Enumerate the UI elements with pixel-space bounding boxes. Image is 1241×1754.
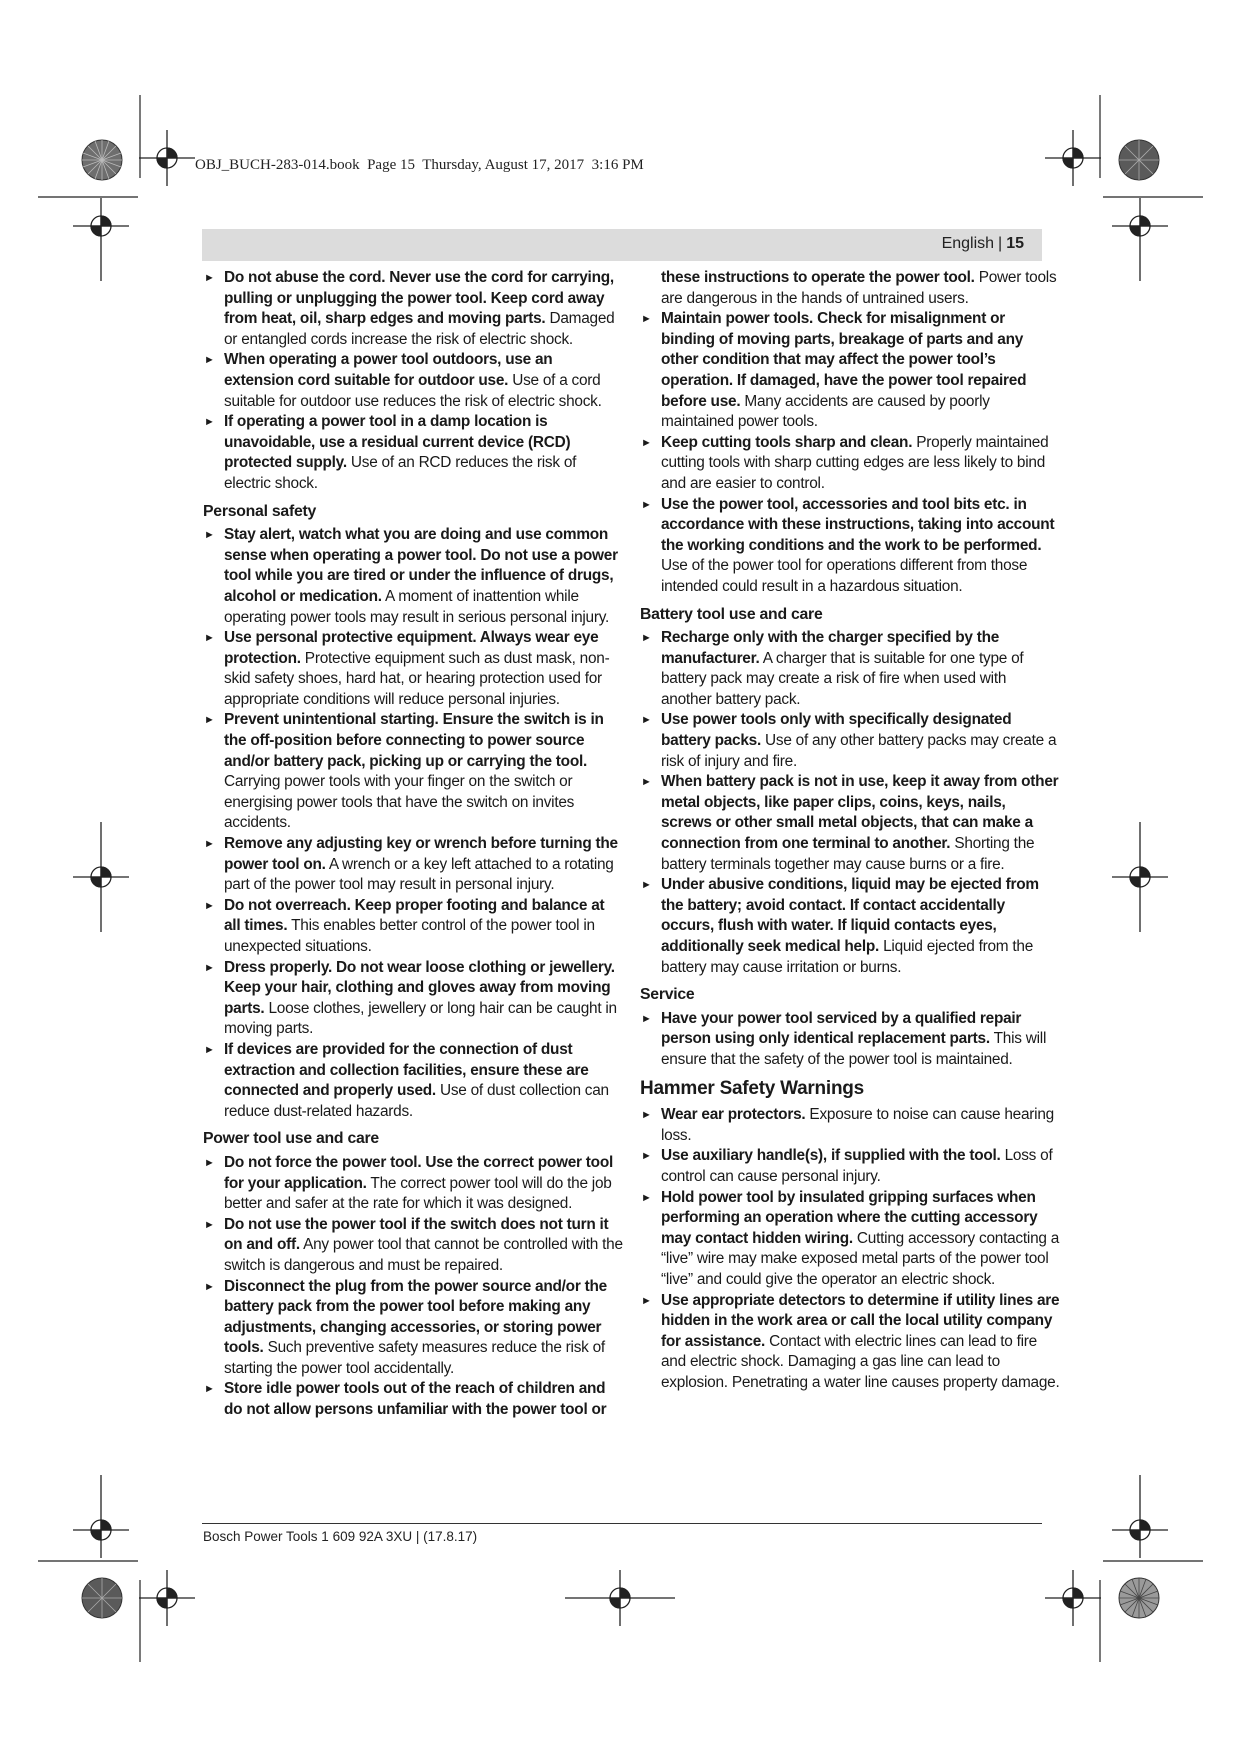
safety-item bbox=[203, 1153, 623, 1215]
bullet-icon: ► bbox=[641, 436, 652, 449]
footer-rule bbox=[202, 1523, 1042, 1524]
item-explanation: This enables better control of the power tool in unexpected situations. bbox=[224, 917, 595, 955]
item-warning: When battery pack is not in use, keep it away from other metal objects, like paper clips, coins, keys, nails, screws or other small metal objects, that can make a connection from one terminal to another. bbox=[661, 773, 1059, 853]
safety-item bbox=[203, 1379, 623, 1420]
item-warning: Use personal protective equipment. Always wear eye protection. bbox=[224, 629, 599, 667]
section-heading: Personal safety bbox=[203, 502, 317, 520]
item-warning: Wear ear protectors. bbox=[661, 1106, 806, 1124]
item-explanation: Carrying power tools with your finger on the switch or energising power tools that have the switch on invites accidents. bbox=[224, 773, 575, 832]
item-warning: these instructions to operate the power tool. bbox=[661, 269, 975, 286]
section-heading: Power tool use and care bbox=[203, 1130, 379, 1148]
page-number: 15 bbox=[1006, 235, 1024, 252]
bullet-icon: ► bbox=[204, 1280, 215, 1293]
safety-item bbox=[640, 1146, 1060, 1187]
left-column bbox=[203, 268, 623, 1421]
bullet-icon: ► bbox=[641, 498, 652, 511]
item-warning: Stay alert, watch what you are doing and use common sense when operating a power tool. Do not use a power tool while you are tired or under the influence of drugs, alcohol or medication. bbox=[224, 526, 618, 605]
item-explanation: Use of an RCD reduces the risk of electric shock. bbox=[224, 454, 577, 492]
safety-item bbox=[640, 495, 1060, 598]
item-warning: Under abusive conditions, liquid may be ejected from the battery; avoid contact. If contact accidentally occurs, flush with water. If liquid contacts eyes, additionally seek medical help. bbox=[661, 876, 1039, 955]
bullet-icon: ► bbox=[204, 1383, 215, 1396]
bullet-icon: ► bbox=[641, 1294, 652, 1307]
safety-item bbox=[203, 412, 623, 494]
bullet-icon: ► bbox=[641, 1150, 652, 1163]
safety-item bbox=[203, 628, 623, 710]
item-warning: Disconnect the plug from the power source and/or the battery pack from the power tool before making any adjustments, changing accessories, or storing power tools. bbox=[224, 1277, 607, 1357]
safety-item bbox=[203, 1277, 623, 1380]
item-explanation: Protective equipment such as dust mask, non-skid safety shoes, hard hat, or hearing protection used for appropriate conditions will reduce personal injuries. bbox=[224, 649, 610, 708]
section-heading: Battery tool use and care bbox=[640, 605, 823, 623]
bullet-icon: ► bbox=[641, 879, 652, 892]
item-explanation: A wrench or a key left attached to a rotating part of the power tool may result in personal injury. bbox=[224, 855, 614, 894]
item-warning: Do not abuse the cord. Never use the cord for carrying, pulling or unplugging the power tool. Keep cord away from heat, oil, sharp edges and moving parts. bbox=[224, 269, 614, 328]
section-heading: Hammer Safety Warnings bbox=[640, 1077, 864, 1099]
item-warning: Use auxiliary handle(s), if supplied with the tool. bbox=[661, 1147, 1001, 1165]
continued-item bbox=[640, 268, 1060, 309]
item-explanation: Many accidents are caused by poorly maintained power tools. bbox=[661, 392, 990, 431]
safety-item bbox=[203, 1040, 623, 1122]
item-warning: Use appropriate detectors to determine if utility lines are hidden in the work area or call the local utility company for assistance. bbox=[661, 1291, 1060, 1350]
bullet-icon: ► bbox=[641, 313, 652, 326]
item-explanation: Properly maintained cutting tools with sharp cutting edges are less likely to bind and are easier to control. bbox=[661, 433, 1049, 492]
bullet-icon: ► bbox=[204, 1156, 215, 1169]
safety-item bbox=[640, 772, 1060, 875]
header-language: English bbox=[941, 235, 995, 252]
footer-text: Bosch Power Tools 1 609 92A 3XU | (17.8.17) bbox=[203, 1529, 478, 1544]
item-warning: Remove any adjusting key or wrench before turning the power tool on. bbox=[224, 835, 618, 873]
bullet-icon: ► bbox=[204, 899, 215, 912]
bullet-icon: ► bbox=[204, 416, 215, 429]
item-warning: If devices are provided for the connection of dust extraction and collection facilities, ensure these are connected and properly used. bbox=[224, 1040, 589, 1100]
bullet-icon: ► bbox=[204, 714, 215, 727]
item-explanation: Cutting accessory contacting a “live” wire may make exposed metal parts of the power tool “live” and could give the operator an electric shock. bbox=[661, 1229, 1060, 1288]
safety-item bbox=[203, 268, 623, 350]
safety-item bbox=[203, 350, 623, 412]
bullet-icon: ► bbox=[641, 1012, 652, 1025]
item-warning: Use power tools only with specifically designated battery packs. bbox=[661, 711, 1012, 750]
item-explanation: A charger that is suitable for one type of battery pack may create a risk of fire when used with another battery pack. bbox=[661, 649, 1024, 708]
item-warning: Maintain power tools. Check for misalignment or binding of moving parts, breakage of parts and any other condition that may affect the power tool’s operation. If damaged, have the power tool repaired before use. bbox=[661, 310, 1027, 410]
safety-item bbox=[203, 525, 623, 628]
item-explanation: Liquid ejected from the battery may cause irritation or burns. bbox=[661, 938, 1034, 976]
safety-item bbox=[640, 628, 1060, 710]
safety-item bbox=[203, 1215, 623, 1277]
safety-item bbox=[640, 433, 1060, 495]
item-explanation: This will ensure that the safety of the power tool is maintained. bbox=[661, 1030, 1047, 1068]
bullet-icon: ► bbox=[204, 632, 215, 645]
item-warning: Dress properly. Do not wear loose clothing or jewellery. Keep your hair, clothing and gloves away from moving parts. bbox=[224, 958, 615, 1017]
item-warning: Recharge only with the charger specified by the manufacturer. bbox=[661, 629, 1000, 667]
item-warning: Do not use the power tool if the switch does not turn it on and off. bbox=[224, 1215, 609, 1254]
item-explanation: A moment of inattention while operating power tools may result in serious personal injury. bbox=[224, 587, 610, 626]
safety-item bbox=[640, 1009, 1060, 1071]
item-explanation: Shorting the battery terminals together may cause burns or a fire. bbox=[661, 835, 1035, 873]
item-explanation: Damaged or entangled cords increase the risk of electric shock. bbox=[224, 310, 615, 348]
item-warning: Do not force the power tool. Use the correct power tool for your application. bbox=[224, 1153, 614, 1192]
safety-item bbox=[203, 834, 623, 896]
item-warning: Prevent unintentional starting. Ensure the switch is in the off-position before connecting to power source and/or battery pack, picking up or carrying the tool. bbox=[224, 711, 604, 770]
item-explanation: Loose clothes, jewellery or long hair can be caught in moving parts. bbox=[224, 999, 617, 1038]
safety-item bbox=[640, 875, 1060, 978]
bullet-icon: ► bbox=[204, 838, 215, 851]
item-explanation: Use of any other battery packs may create a risk of injury and fire. bbox=[661, 732, 1057, 770]
item-explanation: Such preventive safety measures reduce the risk of starting the power tool accidentally. bbox=[224, 1339, 605, 1377]
item-explanation: Loss of control can cause personal injury. bbox=[661, 1147, 1053, 1185]
bullet-icon: ► bbox=[641, 1109, 652, 1122]
item-warning: Use the power tool, accessories and tool bits etc. in accordance with these instructions, taking into account the working conditions and the work to be performed. bbox=[661, 495, 1055, 554]
item-warning: If operating a power tool in a damp location is unavoidable, use a residual current device (RCD) protected supply. bbox=[224, 413, 571, 472]
running-header bbox=[202, 229, 1042, 261]
item-warning: Keep cutting tools sharp and clean. bbox=[661, 433, 913, 451]
bullet-icon: ► bbox=[204, 529, 215, 542]
item-explanation: The correct power tool will do the job better and safer at the rate for which it was designed. bbox=[224, 1174, 612, 1213]
bullet-icon: ► bbox=[641, 1191, 652, 1204]
item-explanation: Any power tool that cannot be controlled with the switch is dangerous and must be repaired. bbox=[224, 1236, 623, 1274]
item-warning: Do not overreach. Keep proper footing and balance at all times. bbox=[224, 896, 605, 935]
safety-item bbox=[640, 1105, 1060, 1146]
section-heading: Service bbox=[640, 986, 695, 1004]
bullet-icon: ► bbox=[641, 714, 652, 727]
item-explanation: Use of a cord suitable for outdoor use reduces the risk of electric shock. bbox=[224, 371, 602, 410]
safety-item bbox=[640, 1291, 1060, 1394]
item-explanation: Use of the power tool for operations different from those intended could result in a hazardous situation. bbox=[661, 557, 1028, 595]
item-explanation: Use of dust collection can reduce dust-related hazards. bbox=[224, 1082, 609, 1120]
bullet-icon: ► bbox=[204, 961, 215, 974]
header-text bbox=[942, 235, 1024, 253]
safety-item bbox=[640, 1188, 1060, 1291]
bullet-icon: ► bbox=[641, 632, 652, 645]
safety-item bbox=[203, 710, 623, 834]
item-explanation: Exposure to noise can cause hearing loss. bbox=[661, 1106, 1054, 1144]
safety-item bbox=[203, 896, 623, 958]
safety-item bbox=[640, 710, 1060, 772]
print-slug: OBJ_BUCH-283-014.book Page 15 Thursday, August 17, 2017 3:16 PM bbox=[195, 157, 644, 173]
item-warning: Hold power tool by insulated gripping surfaces when performing an operation where the cutting accessory may contact hidden wiring. bbox=[661, 1188, 1038, 1247]
bullet-icon: ► bbox=[641, 776, 652, 789]
item-warning: Store idle power tools out of the reach of children and do not allow persons unfamiliar with the power tool or bbox=[224, 1380, 607, 1419]
bullet-icon: ► bbox=[204, 354, 215, 367]
safety-item bbox=[203, 958, 623, 1040]
item-explanation: Contact with electric lines can lead to fire and electric shock. Damaging a gas line can lead to explosion. Penetrating a water line causes property damage. bbox=[661, 1332, 1060, 1391]
item-explanation: Power tools are dangerous in the hands of untrained users. bbox=[661, 269, 1057, 307]
bullet-icon: ► bbox=[204, 1043, 215, 1056]
bullet-icon: ► bbox=[204, 1218, 215, 1231]
header-separator: | bbox=[998, 235, 1003, 252]
item-warning: Have your power tool serviced by a qualified repair person using only identical replacement parts. bbox=[661, 1009, 1022, 1048]
right-column bbox=[640, 268, 1060, 1393]
safety-item bbox=[640, 309, 1060, 433]
item-warning: When operating a power tool outdoors, use an extension cord suitable for outdoor use. bbox=[224, 351, 553, 389]
bullet-icon: ► bbox=[204, 272, 215, 284]
